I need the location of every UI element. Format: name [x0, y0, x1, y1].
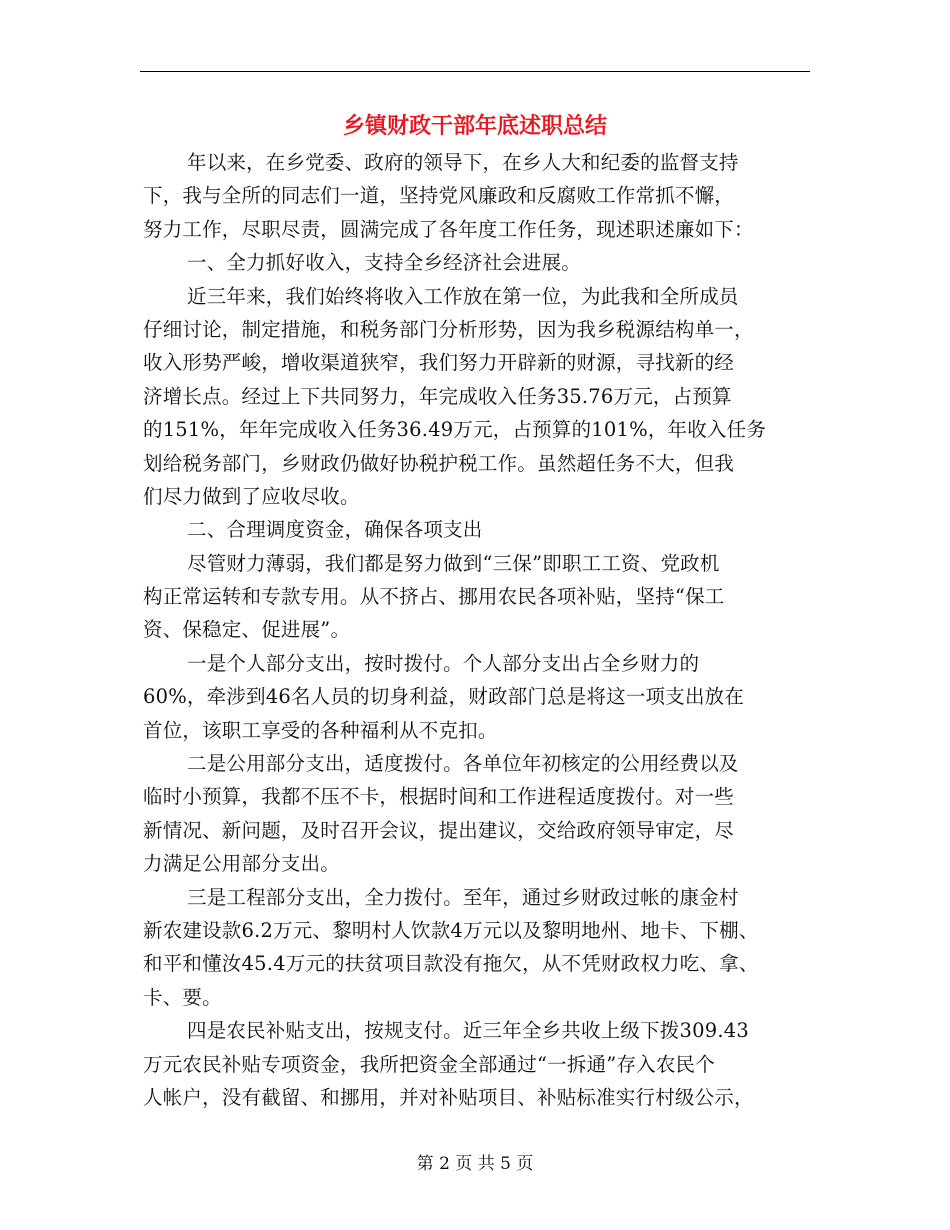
body-line: 卡、要。	[143, 985, 222, 1009]
body-line: 的151%，年年完成收入任务36.49万元，占预算的101%，年收入任务	[143, 418, 767, 442]
document-title: 乡镇财政干部年底述职总结	[342, 113, 607, 139]
body-line: 首位，该职工享受的各种福利从不克扣。	[143, 718, 498, 742]
body-line: 资、保稳定、促进展”。	[143, 618, 351, 642]
body-line: 二是公用部分支出，适度拨付。各单位年初核定的公用经费以及	[187, 752, 739, 776]
body-line: 近三年来，我们始终将收入工作放在第一位，为此我和全所成员	[187, 284, 739, 308]
body-line: 临时小预算，我都不压不卡，根据时间和工作进程适度拨付。对一些	[143, 785, 735, 809]
body-line: 下，我与全所的同志们一道，坚持党风廉政和反腐败工作常抓不懈，	[143, 184, 735, 208]
header-rule	[140, 71, 810, 72]
body-line: 新农建设款6.2万元、黎明村人饮款4万元以及黎明地州、地卡、下棚、	[143, 918, 759, 942]
body-line: 仔细讨论，制定措施，和税务部门分析形势，因为我乡税源结构单一，	[143, 317, 754, 341]
body-line: 二、合理调度资金，确保各项支出	[187, 518, 483, 542]
body-line: 年以来，在乡党委、政府的领导下，在乡人大和纪委的监督支持	[187, 151, 739, 174]
body-line: 人帐户，没有截留、和挪用，并对补贴项目、补贴标准实行村级公示，	[143, 1085, 754, 1109]
body-line: 划给税务部门，乡财政仍做好协税护税工作。虽然超任务不大，但我	[143, 451, 735, 475]
body-line: 三是工程部分支出，全力拨付。至年，通过乡财政过帐的康金村	[187, 885, 739, 909]
body-line: 力满足公用部分支出。	[143, 852, 341, 876]
page-number-footer: 第 2 页 共 5 页	[416, 1154, 534, 1174]
body-line: 和平和懂汝45.4万元的扶贫项目款没有拖欠，从不凭财政权力吃、拿、	[143, 952, 759, 976]
body-line: 万元农民补贴专项资金，我所把资金全部通过“一拆通”存入农民个	[143, 1052, 715, 1076]
body-line: 济增长点。经过上下共同努力，年完成收入任务35.76万元，占预算	[143, 384, 732, 408]
body-line: 们尽力做到了应收尽收。	[143, 484, 360, 508]
body-line: 四是农民补贴支出，按规支付。近三年全乡共收上级下拨309.43	[187, 1019, 749, 1043]
body-line: 一是个人部分支出，按时拨付。个人部分支出占全乡财力的	[187, 651, 700, 675]
body-line: 努力工作，尽职尽责，圆满完成了各年度工作任务，现述职述廉如下：	[143, 217, 754, 241]
body-line: 60%，牵涉到46名人员的切身利益，财政部门总是将这一项支出放在	[143, 685, 745, 709]
body-line: 新情况、新问题，及时召开会议，提出建议，交给政府领导审定，尽	[143, 818, 735, 842]
body-line: 收入形势严峻，增收渠道狭窄，我们努力开辟新的财源，寻找新的经	[143, 351, 735, 375]
body-line: 尽管财力薄弱，我们都是努力做到“三保”即职工工资、党政机	[187, 551, 720, 575]
document-body	[143, 146, 815, 1114]
body-line: 构正常运转和专款专用。从不挤占、挪用农民各项补贴，坚持“保工	[143, 585, 725, 609]
body-line: 一、全力抓好收入，支持全乡经济社会进展。	[187, 251, 582, 275]
